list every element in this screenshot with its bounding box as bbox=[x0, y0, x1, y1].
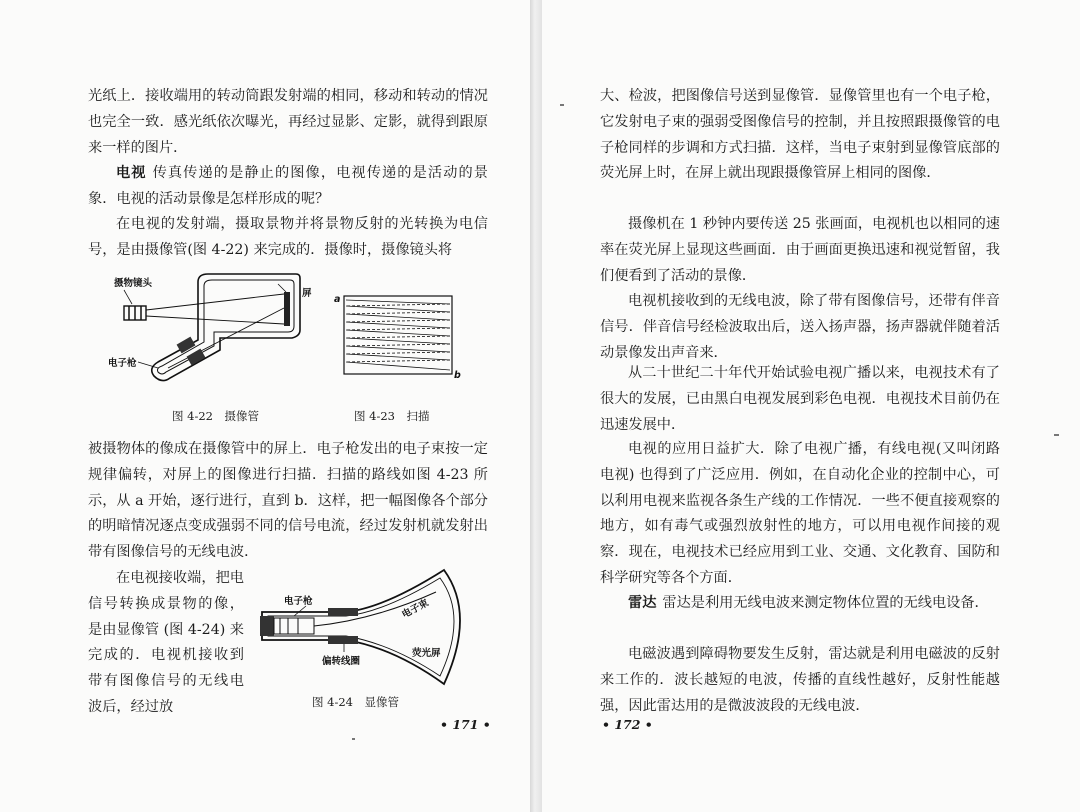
lens-label: 摄物镜头 bbox=[114, 278, 153, 289]
page-number: • 172 • bbox=[602, 717, 653, 732]
paragraph: 雷达 雷达是利用无线电波来测定物体位置的无线电设备． bbox=[628, 595, 989, 611]
camera-tube-figure bbox=[108, 270, 312, 400]
paragraph: 大、检波，把图像信号送到显像管．显像管里也有一个电子枪，它发射电子束的强弱受图像信号的控制，并且按照跟摄像管的电子枪同样的步调和方式扫描．这样，当电子束射到显像管底部的荧光屏上时，在屏上就出现跟摄像管屏上相同的图像． bbox=[600, 88, 1000, 182]
paragraph: 电视 传真传递的是静止的图像，电视传递的是活动的景象．电视的活动景像是怎样形成的呢？ bbox=[88, 165, 488, 207]
paragraph: 摄像机在 1 秒钟内要传送 25 张画面，电视机也以相同的速率在荧光屏上显现这些画面．由于画面更换迅速和视觉暂留，我们便看到了活动的景像． bbox=[600, 216, 1000, 284]
page-number: • 171 • bbox=[440, 717, 491, 732]
paragraph: 电磁波遇到障碍物要发生反射，雷达就是利用电磁波的反射来工作的．波长越短的电波，传播的直线性越好，反射性能越强，因此雷达用的是微波波段的无线电波． bbox=[600, 646, 1000, 714]
paragraph: 在电视接收端，把电信号转换成景物的像，是由显像管 (图 4-24) 来完成的．电视机接收到带有图像信号的无线电波后，经过放 bbox=[88, 570, 244, 715]
right-page bbox=[542, 0, 1080, 812]
electron-beam-label: 电子束 bbox=[400, 597, 431, 621]
left-page bbox=[0, 0, 530, 812]
scan-figure bbox=[332, 290, 462, 380]
paragraph: 光纸上．接收端用的转动筒跟发射端的相同，移动和转动的情况也完全一致．感光纸依次曝光，再经过显影、定影，就得到跟原来一样的图片． bbox=[88, 88, 488, 156]
figure-4-22-caption: 图 4-22 摄像管 bbox=[172, 409, 259, 423]
scan-speck bbox=[560, 104, 564, 106]
electron-gun-label: 电子枪 bbox=[284, 596, 313, 607]
scan-speck bbox=[352, 738, 355, 740]
paragraph: 从二十世纪二十年代开始试验电视广播以来，电视技术有了很大的发展，已由黑白电视发展到彩色电视．电视技术目前仍在迅速发展中． bbox=[600, 365, 1000, 433]
screen-label: 屏 bbox=[302, 288, 312, 299]
scan-end-label: b bbox=[454, 370, 461, 381]
section-keyword-tv: 电视 bbox=[116, 165, 147, 181]
electron-gun-label: 电子枪 bbox=[108, 358, 137, 369]
picture-tube-figure bbox=[254, 560, 490, 690]
figure-4-24-caption: 图 4-24 显像管 bbox=[312, 695, 399, 709]
paragraph: 电视机接收到的无线电波，除了带有图像信号，还带有伴音信号．伴音信号经检波取出后，送入扬声器，扬声器就伴随着活动景像发出声音来． bbox=[600, 293, 1000, 361]
paragraph: 电视的应用日益扩大．除了电视广播，有线电视(又叫闭路电视) 也得到了广泛应用．例如，在自动化企业的控制中心，可以利用电视来监视各条生产线的工作情况．一些不便直接观察的地方，如有毒气或强烈放射性的地方，可以用电视作间接的观察．现在，电视技术已经应用到工业、交通、文化教育、国防和科学研究等各个方面． bbox=[600, 441, 1000, 586]
deflection-coil-label: 偏转线圈 bbox=[322, 656, 361, 667]
scan-start-label: a bbox=[334, 294, 341, 305]
figure-4-23-caption: 图 4-23 扫描 bbox=[354, 409, 430, 423]
book-gutter bbox=[530, 0, 542, 812]
paragraph: 在电视的发射端，摄取景物并将景物反射的光转换为电信号，是由摄像管(图 4-22) 来完成的．摄像时，摄像镜头将 bbox=[88, 216, 488, 258]
paragraph: 被摄物体的像成在摄像管中的屏上．电子枪发出的电子束按一定规律偏转，对屏上的图像进行扫描．扫描的路线如图 4-23 所示，从 a 开始，逐行进行，直到 b．这样，把一幅图像各个部分的明暗情况逐点变成强弱不同的信号电流，经过发射机就发射出带有图像信号的无线电波． bbox=[88, 441, 488, 561]
fluorescent-screen-label: 荧光屏 bbox=[412, 648, 441, 659]
section-keyword-radar: 雷达 bbox=[628, 595, 657, 611]
scan-speck bbox=[1054, 434, 1059, 436]
